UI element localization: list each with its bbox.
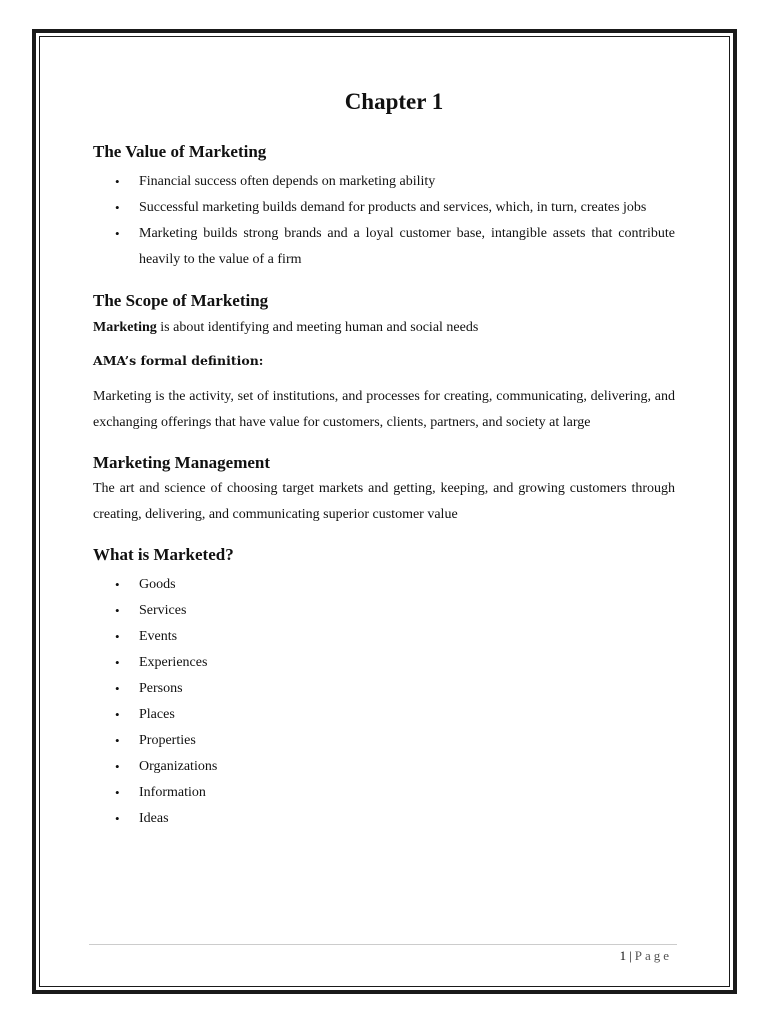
value-bullet-list — [93, 169, 675, 273]
list-item: • Organizations — [93, 754, 675, 780]
list-item: • Information — [93, 780, 675, 806]
bullet-icon: • — [115, 785, 120, 800]
bullet-icon: • — [115, 655, 120, 670]
list-item: • Experiences — [93, 650, 675, 676]
bullet-icon: • — [115, 603, 120, 618]
page-number: 1 — [619, 948, 627, 963]
bullet-icon: • — [115, 577, 120, 592]
bullet-icon: • — [115, 629, 120, 644]
section-heading-marketed: What is Marketed? — [93, 545, 234, 564]
bullet-icon: • — [115, 811, 120, 826]
list-item: • Successful marketing builds demand for products and services, which, in turn, creates jobs — [93, 195, 675, 221]
scope-intro: Marketing is about identifying and meeting human and social needs — [93, 320, 479, 335]
list-item: • Goods — [93, 572, 675, 598]
list-item: • Services — [93, 598, 675, 624]
list-item: • Financial success often depends on marketing ability — [93, 169, 675, 195]
bullet-icon: • — [115, 759, 120, 774]
section-heading-management: Marketing Management — [93, 453, 271, 472]
bullet-icon: • — [115, 707, 120, 722]
page-content — [93, 85, 675, 832]
list-item: • Persons — [93, 676, 675, 702]
ama-definition-label: AMA’s formal definition: — [93, 353, 264, 368]
list-item: • Places — [93, 702, 675, 728]
bullet-icon: • — [115, 174, 120, 189]
bullet-icon: • — [115, 226, 120, 241]
footer-divider — [89, 944, 677, 945]
marketed-bullet-list — [93, 572, 675, 832]
section-heading-value: The Value of Marketing — [93, 142, 267, 161]
section-heading-scope: The Scope of Marketing — [93, 291, 269, 310]
list-item: • Ideas — [93, 806, 675, 832]
page-label: Page — [634, 948, 672, 963]
marketing-definition: Marketing is the activity, set of institutions, and processes for creating, communicating, delivering, and exchanging offerings that have value for customers, clients, partners, and society at large — [93, 389, 675, 430]
bullet-icon: • — [115, 200, 120, 215]
chapter-title: Chapter 1 — [344, 89, 444, 114]
bullet-icon: • — [115, 733, 120, 748]
list-item: • Events — [93, 624, 675, 650]
footer-separator: | — [629, 948, 632, 963]
bullet-icon: • — [115, 681, 120, 696]
page-footer — [620, 946, 672, 966]
list-item: • Marketing builds strong brands and a loyal customer base, intangible assets that contribute heavily to the value of a firm — [93, 221, 675, 273]
list-item: • Properties — [93, 728, 675, 754]
management-text: The art and science of choosing target markets and getting, keeping, and growing customers through creating, delivering, and communicating superior customer value — [93, 481, 675, 522]
